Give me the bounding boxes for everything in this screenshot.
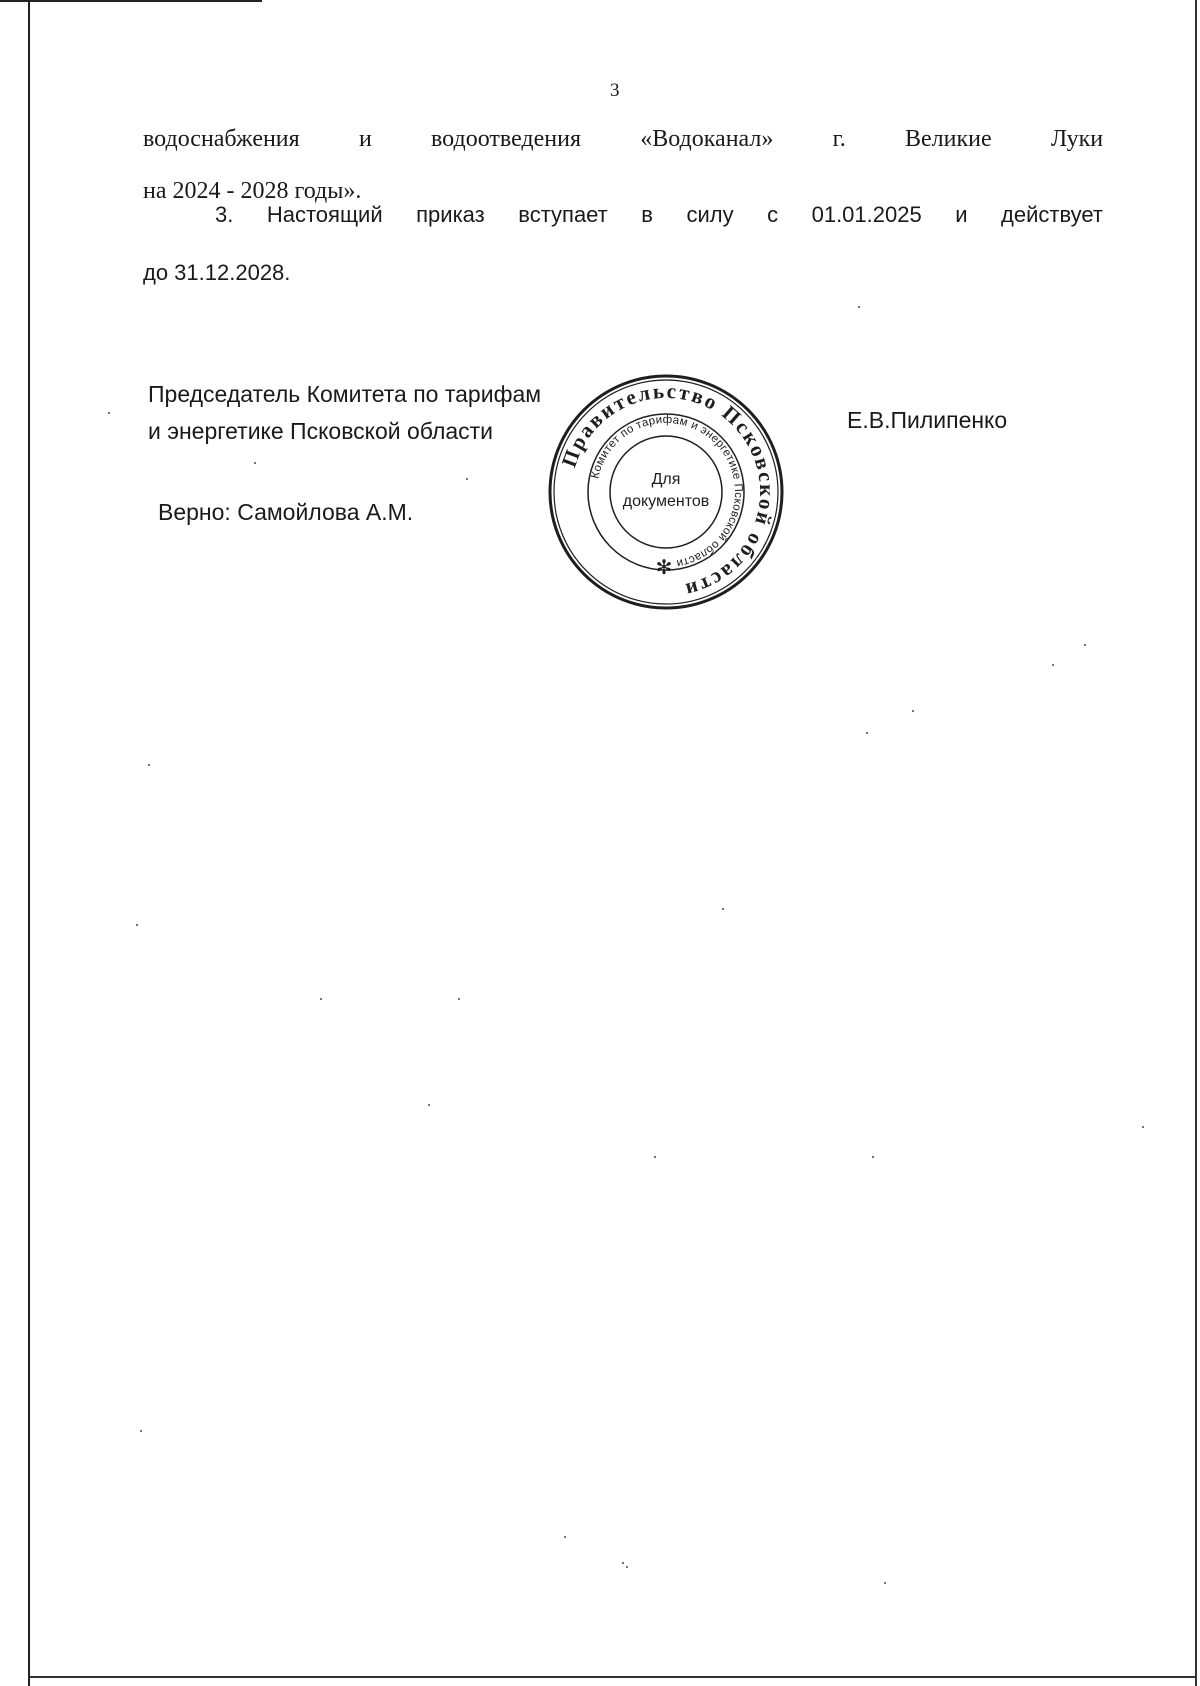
- word: действует: [1001, 202, 1103, 227]
- scan-speck: [1142, 1126, 1144, 1128]
- word: 01.01.2025: [811, 202, 922, 227]
- scan-speck: [872, 1156, 874, 1158]
- scan-speck: [564, 1536, 566, 1538]
- body-line-3: [215, 200, 1103, 230]
- word: Великие: [905, 126, 992, 152]
- word: Луки: [1050, 126, 1104, 152]
- scan-speck: [622, 1562, 624, 1564]
- scan-border-right: [1195, 0, 1197, 1686]
- word: «Водоканал»: [640, 126, 774, 152]
- scan-speck: [320, 998, 322, 1000]
- word: и: [358, 126, 372, 152]
- scan-speck: [1084, 644, 1086, 646]
- scan-speck: [108, 412, 110, 414]
- scan-border-top: [0, 0, 262, 2]
- word: г.: [832, 126, 846, 152]
- signatory-name: Е.В.Пилипенко: [847, 407, 1008, 433]
- scan-speck: [428, 1104, 430, 1106]
- scan-speck: [722, 908, 724, 910]
- seal-center-line-1: Для: [651, 471, 681, 488]
- word: приказ: [416, 202, 485, 227]
- seal-inner-ring: [610, 436, 722, 548]
- seal-inner-text: Комитет по тарифам и энергетике Псковской области: [589, 413, 745, 570]
- scan-speck: [148, 764, 150, 766]
- certification-line: Верно: Самойлова А.М.: [158, 499, 414, 525]
- word: водоотведения: [431, 126, 581, 152]
- page-number: 3: [610, 80, 620, 101]
- word: вступает: [518, 202, 608, 227]
- word: с: [767, 202, 779, 227]
- scan-speck: [136, 924, 138, 926]
- word: 3.: [215, 202, 234, 227]
- body-line-4: до 31.12.2028.: [143, 260, 291, 285]
- body-line-2: на 2024 - 2028 годы».: [143, 178, 362, 204]
- signatory-position-line-2: и энергетике Псковской области: [148, 418, 494, 444]
- scan-speck: [912, 710, 914, 712]
- seal-center-line-2: документов: [622, 493, 710, 510]
- seal-outer-text: Правительство Псковской области: [556, 378, 780, 604]
- seal-star-icon: ✻: [655, 555, 673, 579]
- body-line-1: [143, 124, 1103, 154]
- scan-speck: [884, 1582, 886, 1584]
- scan-speck: [626, 1566, 628, 1568]
- scan-speck: [858, 306, 860, 308]
- official-seal: [546, 372, 786, 612]
- scan-speck: [866, 732, 868, 734]
- word: и: [955, 202, 968, 227]
- word: силу: [686, 202, 734, 227]
- scan-border-left: [28, 0, 30, 1686]
- scan-speck: [458, 998, 460, 1000]
- word: в: [641, 202, 653, 227]
- scan-speck: [466, 478, 468, 480]
- scan-speck: [140, 1430, 142, 1432]
- scan-border-bottom: [30, 1676, 1197, 1678]
- scan-speck: [1052, 664, 1054, 666]
- word: Настоящий: [266, 202, 383, 227]
- scan-speck: [654, 1156, 656, 1158]
- signatory-position-line-1: Председатель Комитета по тарифам: [148, 381, 542, 407]
- word: водоснабжения: [143, 126, 300, 152]
- scan-speck: [254, 462, 256, 464]
